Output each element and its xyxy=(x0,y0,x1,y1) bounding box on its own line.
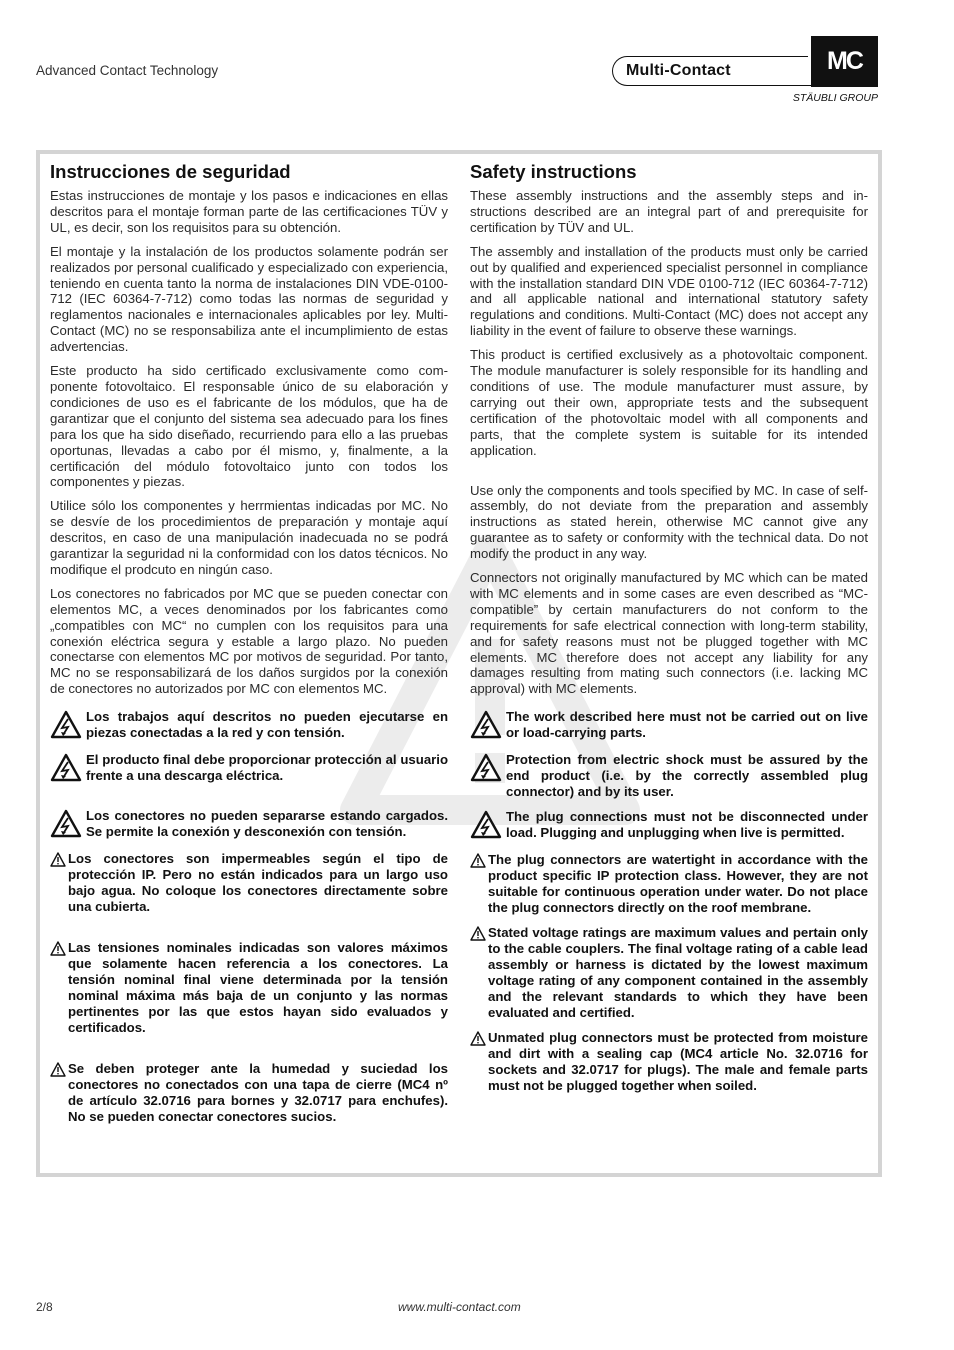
electric-shock-warning-icon xyxy=(50,710,82,740)
electric-shock-warning-icon xyxy=(50,753,82,783)
caution-text: Los conectores son impermeables según el tipo de protección IP. Pero no están indicados para un largo uso bajo agua. No coloque los conectores directamente sobre una cubierta. xyxy=(68,851,448,915)
column-english xyxy=(470,160,868,1094)
electric-shock-warning-icon xyxy=(470,810,502,840)
safety-panel xyxy=(36,150,882,1177)
page-number: 2/8 xyxy=(36,1300,53,1314)
warning-text: The work described here must not be carried out on live or load-carrying parts. xyxy=(506,709,868,741)
warning-item xyxy=(470,752,868,800)
warning-item xyxy=(470,809,868,843)
caution-text: Se deben proteger ante la humedad y suciedad los conectores no conectados con una tapa de cierre (MC4 nº de artículo 32.0716 para bornes y 32.0717 para enchufes). No se pueden conectar conectores sucios. xyxy=(68,1061,448,1125)
column-spanish xyxy=(50,160,448,1125)
paragraph: Este producto ha sido certificado exclusivamente como componente fotovoltaico. El responsable único de su elaboración y condiciones de uso es el fabricante de los módulos, que ha de garantizar que el conjunto del sistema sea adecuado para los fines para los que ha sido diseñado, recurriendo para ello a las pruebas oportunas, llevadas a cabo por él mismo, y, finalmente, a la certificación del módulo fotovoltaico junto con todos los componentes y piezas. xyxy=(50,363,448,490)
caution-text: The plug connectors are watertight in accordance with the product specific IP protection class. However, they are not suitable for continuous operation under water. Do not place the plug connectors directly on the roof membrane. xyxy=(488,852,868,916)
caution-item xyxy=(470,1030,868,1094)
electric-shock-warning-icon xyxy=(470,753,502,783)
caution-triangle-icon xyxy=(50,941,66,956)
paragraph: Estas instrucciones de montaje y los pasos e indicaciones en ellas descritos para el montaje forman parte de las certificaciones TÜV y UL, es decir, son los requisitos para su obtención. xyxy=(50,188,448,235)
header-tagline: Advanced Contact Technology xyxy=(36,63,219,78)
logo-mark-box: MC xyxy=(811,36,878,87)
caution-item xyxy=(470,925,868,1021)
paragraph: Los conectores no fabricados por MC que se pueden conectar con elementos MC, a veces denominados por los fabricantes como „compatibles con MC“ no cumplen con los requisitos para una conexión eléctrica segura y estable a largo plazo. No pueden conectarse con elementos MC por motivos de seguridad. Por tanto, MC no se responsabilizará de los daños surgidos por la conexión de conectores no autorizados por MC con elementos MC. xyxy=(50,585,448,697)
paragraph: Use only the components and tools specified by MC. In case of self-assembly, do not deviate from the preparation and assembly instructions as stated herein, otherwise MC cannot give any guarantee as to safety or conformity with the technical data. Do not modify the product in any way. xyxy=(470,482,868,562)
paragraph: Utilice sólo los componentes y herrmientas indicadas por MC. No se desvíe de los procedimientos de preparación y montaje aquí descritos, en caso de una manipulación inadecuada no se podrá garantizar la seguridad ni la conformidad con los datos técnicos. No modifique el prodcuto en ningún caso. xyxy=(50,498,448,577)
section-title-es: Instrucciones de seguridad xyxy=(50,161,291,182)
paragraph: Connectors not originally manufactured by MC which can be mated with MC elements and in some cases are even described as “MC-compatible” by certain manufacturers do not conform to the requirements for safe electrical connection with long-term stability, and for safety reasons must not be plugged together with MC elements. MC therefore does not accept any liability for any damages resulting from mating such connectors (i.e. lacking MC approval) with MC elements. xyxy=(470,570,868,697)
caution-item xyxy=(470,852,868,916)
paragraph: The assembly and installation of the products must only be carried out by qualified and experienced specialist personnel in compliance with the installation standard DIN VDE 0100-712 (IEC 60364-7-712) and all applicable national and international statutory safety regulations and conditions. Multi-Contact (MC) does not accept any liability in the event of failure to observe these warnings. xyxy=(470,243,868,339)
caution-triangle-icon xyxy=(470,853,486,868)
caution-text: Unmated plug connectors must be protected from moisture and dirt with a sealing cap (MC4 article No. 32.0716 for sockets and 32.0717 for plugs). The male and female parts must not be plugged together when soiled. xyxy=(488,1030,868,1094)
caution-triangle-icon xyxy=(470,926,486,941)
warning-text: El producto final debe proporcionar protección al usuario frente a una descarga eléctrica. xyxy=(86,752,448,784)
warning-item xyxy=(50,808,448,842)
caution-item xyxy=(50,1061,448,1125)
caution-triangle-icon xyxy=(470,1031,486,1046)
caution-triangle-icon xyxy=(50,852,66,867)
paragraph: These assembly instructions and the assembly steps and instructions described are an integral part of and prerequisite for certification by TÜV and UL. xyxy=(470,188,868,235)
caution-item xyxy=(50,940,448,1036)
electric-shock-warning-icon xyxy=(470,710,502,740)
warning-text: The plug connections must not be disconnected under load. Plugging and unplugging when live is permitted. xyxy=(506,809,868,841)
logo-brand-text: Multi-Contact xyxy=(626,62,731,79)
section-title-en: Safety instructions xyxy=(470,161,637,182)
paragraph: El montaje y la instalación de los productos solamente podrán ser realizados por personal cualificado y especializado con experiencia, teniendo en cuenta tanto la norma de instalaciones DIN VDE-0100-712 (IEC 60364-7-712) como todas las normas de seguridad y reglamentos nacionales e internacionales aplicables por ley. Multi-Contact (MC) no se responsabiliza ante el incumplimiento de estas advertencias. xyxy=(50,243,448,355)
warning-item xyxy=(50,709,448,743)
paragraph: This product is certified exclusively as a photovoltaic component. The module manufacturer is solely responsible for its handling and conditions of use. The module manufacturer must assure, by carrying out their own, appropriate tests and the subsequent certification of the photovoltaic model with all components and parts, that the complete system is suitable for its intended application. xyxy=(470,347,868,458)
caution-triangle-icon xyxy=(50,1062,66,1077)
warning-item xyxy=(50,752,448,786)
caution-text: Stated voltage ratings are maximum values and pertain only to the cable couplers. The final voltage rating of a cable lead assembly or harness is dictated by the lowest maximum voltage rating of any component contained in the assembly and the relevant standards to which they have been evaluated and certified. xyxy=(488,925,868,1021)
footer-url: www.multi-contact.com xyxy=(398,1300,521,1314)
warning-text: Protection from electric shock must be assured by the end product (i.e. by the correctly assembled plug connector) and by its user. xyxy=(506,752,868,800)
logo-group-text: STÄUBLI GROUP xyxy=(792,92,878,104)
warning-item xyxy=(470,709,868,743)
electric-shock-warning-icon xyxy=(50,809,82,839)
warning-text: Los conectores no pueden separarse estando cargados. Se permite la conexión y desconexión con tensión. xyxy=(86,808,448,840)
caution-item xyxy=(50,851,448,915)
caution-text: Las tensiones nominales indicadas son valores máximos que solamente hacen referencia a los conectores. La tensión nominal final viene determinada por la tensión nominal máxima más baja de un conjunto y las normas pertinentes por las que estos hayan sido evaluados y certificados. xyxy=(68,940,448,1036)
multi-contact-logo xyxy=(612,36,880,106)
logo-underline xyxy=(762,85,812,86)
warning-text: Los trabajos aquí descritos no pueden ejecutarse en piezas conectadas a la red y con tensión. xyxy=(86,709,448,741)
